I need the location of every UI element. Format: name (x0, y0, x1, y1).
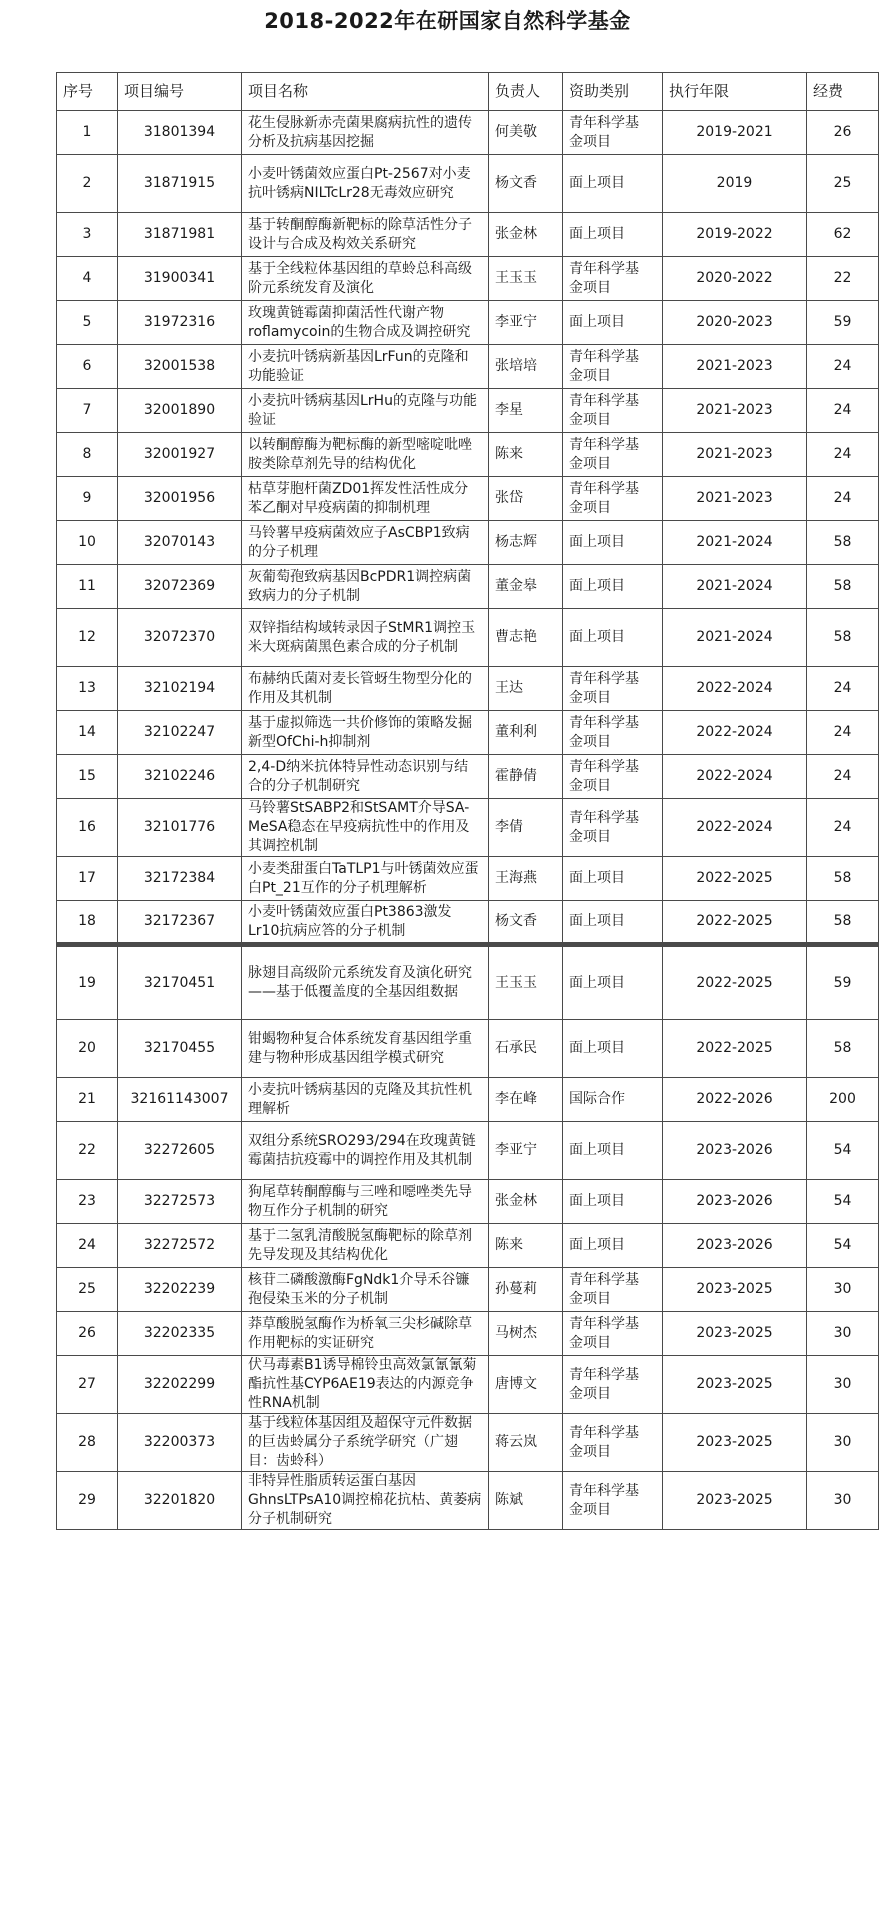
cell-period: 2021-2023 (663, 389, 807, 433)
cell-name: 脉翅目高级阶元系统发育及演化研究——基于低覆盖度的全基因组数据 (242, 945, 489, 1020)
cell-pi: 王达 (489, 667, 563, 711)
cell-pi: 石承民 (489, 1020, 563, 1078)
cell-period: 2022-2024 (663, 667, 807, 711)
cell-code: 31871981 (118, 213, 242, 257)
cell-code: 32161143007 (118, 1078, 242, 1122)
cell-period: 2022-2025 (663, 857, 807, 901)
table-row (57, 1020, 879, 1078)
cell-type: 面上项目 (563, 609, 663, 667)
cell-no: 24 (57, 1224, 118, 1268)
cell-no: 14 (57, 711, 118, 755)
cell-code: 32102246 (118, 755, 242, 799)
cell-fund: 54 (807, 1122, 879, 1180)
cell-period: 2021-2024 (663, 521, 807, 565)
cell-name: 小麦抗叶锈病基因LrHu的克隆与功能验证 (242, 389, 489, 433)
cell-pi: 董金皋 (489, 565, 563, 609)
cell-pi: 王玉玉 (489, 945, 563, 1020)
cell-code: 32272573 (118, 1180, 242, 1224)
cell-name: 狗尾草转酮醇酶与三唑和噁唑类先导物互作分子机制的研究 (242, 1180, 489, 1224)
table-row (57, 345, 879, 389)
table-header-row (57, 73, 879, 111)
cell-no: 29 (57, 1472, 118, 1530)
cell-name: 小麦抗叶锈病基因的克隆及其抗性机理解析 (242, 1078, 489, 1122)
cell-no: 10 (57, 521, 118, 565)
cell-code: 31900341 (118, 257, 242, 301)
cell-fund: 59 (807, 945, 879, 1020)
cell-fund: 24 (807, 755, 879, 799)
cell-name: 基于线粒体基因组及超保守元件数据的巨齿蛉属分子系统学研究（广翅目：齿蛉科） (242, 1414, 489, 1472)
header-type: 资助类别 (563, 73, 663, 111)
table-row (57, 711, 879, 755)
cell-no: 4 (57, 257, 118, 301)
cell-name: 花生侵脉新赤壳菌果腐病抗性的遗传分析及抗病基因挖掘 (242, 111, 489, 155)
cell-type: 青年科学基金项目 (563, 1268, 663, 1312)
cell-no: 2 (57, 155, 118, 213)
table-row (57, 521, 879, 565)
cell-type: 青年科学基金项目 (563, 257, 663, 301)
table-row (57, 1312, 879, 1356)
cell-code: 32001890 (118, 389, 242, 433)
cell-fund: 30 (807, 1268, 879, 1312)
cell-code: 32102194 (118, 667, 242, 711)
cell-code: 32001927 (118, 433, 242, 477)
cell-type: 面上项目 (563, 155, 663, 213)
table-row (57, 1414, 879, 1472)
cell-period: 2020-2022 (663, 257, 807, 301)
table-row (57, 755, 879, 799)
table-row (57, 433, 879, 477)
cell-code: 32272605 (118, 1122, 242, 1180)
cell-no: 19 (57, 945, 118, 1020)
cell-period: 2022-2024 (663, 711, 807, 755)
cell-name: 核苷二磷酸激酶FgNdk1介导禾谷镰孢侵染玉米的分子机制 (242, 1268, 489, 1312)
cell-type: 面上项目 (563, 213, 663, 257)
cell-period: 2023-2025 (663, 1356, 807, 1414)
cell-pi: 陈斌 (489, 1472, 563, 1530)
cell-type: 面上项目 (563, 1180, 663, 1224)
cell-fund: 24 (807, 711, 879, 755)
cell-name: 枯草芽胞杆菌ZD01挥发性活性成分苯乙酮对早疫病菌的抑制机理 (242, 477, 489, 521)
cell-name: 马铃薯早疫病菌效应子AsCBP1致病的分子机理 (242, 521, 489, 565)
cell-pi: 李亚宁 (489, 301, 563, 345)
cell-name: 灰葡萄孢致病基因BcPDR1调控病菌致病力的分子机制 (242, 565, 489, 609)
cell-fund: 58 (807, 521, 879, 565)
cell-name: 以转酮醇酶为靶标酶的新型嘧啶吡唑胺类除草剂先导的结构优化 (242, 433, 489, 477)
page-title: 2018-2022年在研国家自然科学基金 (264, 9, 631, 33)
table-row (57, 155, 879, 213)
cell-no: 8 (57, 433, 118, 477)
cell-period: 2021-2023 (663, 477, 807, 521)
cell-period: 2023-2025 (663, 1472, 807, 1530)
cell-period: 2023-2025 (663, 1268, 807, 1312)
cell-name: 马铃薯StSABP2和StSAMT介导SA-MeSA稳态在早疫病抗性中的作用及其调控机制 (242, 799, 489, 857)
cell-no: 7 (57, 389, 118, 433)
cell-pi: 李倩 (489, 799, 563, 857)
cell-no: 25 (57, 1268, 118, 1312)
cell-code: 32172384 (118, 857, 242, 901)
cell-no: 13 (57, 667, 118, 711)
funding-table (56, 72, 879, 1530)
cell-pi: 李星 (489, 389, 563, 433)
header-pi: 负责人 (489, 73, 563, 111)
cell-name: 玫瑰黄链霉菌抑菌活性代谢产物roflamycoin的生物合成及调控研究 (242, 301, 489, 345)
cell-pi: 杨文香 (489, 901, 563, 945)
cell-code: 32272572 (118, 1224, 242, 1268)
cell-fund: 26 (807, 111, 879, 155)
cell-code: 31972316 (118, 301, 242, 345)
cell-pi: 张岱 (489, 477, 563, 521)
table-row (57, 857, 879, 901)
cell-fund: 24 (807, 345, 879, 389)
cell-no: 20 (57, 1020, 118, 1078)
cell-period: 2022-2024 (663, 799, 807, 857)
cell-type: 青年科学基金项目 (563, 389, 663, 433)
cell-pi: 马树杰 (489, 1312, 563, 1356)
cell-type: 面上项目 (563, 1224, 663, 1268)
cell-period: 2022-2025 (663, 945, 807, 1020)
cell-no: 16 (57, 799, 118, 857)
cell-no: 3 (57, 213, 118, 257)
cell-period: 2023-2026 (663, 1180, 807, 1224)
cell-fund: 58 (807, 1020, 879, 1078)
cell-pi: 王海燕 (489, 857, 563, 901)
cell-no: 22 (57, 1122, 118, 1180)
cell-type: 面上项目 (563, 901, 663, 945)
cell-name: 布赫纳氏菌对麦长管蚜生物型分化的作用及其机制 (242, 667, 489, 711)
cell-name: 小麦叶锈菌效应蛋白Pt-2567对小麦抗叶锈病NILTcLr28无毒效应研究 (242, 155, 489, 213)
cell-pi: 陈来 (489, 1224, 563, 1268)
table-row (57, 477, 879, 521)
cell-no: 12 (57, 609, 118, 667)
table-row (57, 1356, 879, 1414)
cell-period: 2021-2024 (663, 565, 807, 609)
cell-fund: 54 (807, 1224, 879, 1268)
cell-type: 面上项目 (563, 1122, 663, 1180)
cell-fund: 59 (807, 301, 879, 345)
cell-name: 非特异性脂质转运蛋白基因GhnsLTPsA10调控棉花抗枯、黄萎病分子机制研究 (242, 1472, 489, 1530)
cell-type: 青年科学基金项目 (563, 1414, 663, 1472)
cell-code: 32202299 (118, 1356, 242, 1414)
cell-code: 32202335 (118, 1312, 242, 1356)
cell-code: 32001956 (118, 477, 242, 521)
cell-code: 32172367 (118, 901, 242, 945)
cell-period: 2021-2024 (663, 609, 807, 667)
cell-pi: 张培培 (489, 345, 563, 389)
cell-fund: 58 (807, 901, 879, 945)
table-row (57, 389, 879, 433)
cell-pi: 唐博文 (489, 1356, 563, 1414)
cell-name: 钳蝎物种复合体系统发育基因组学重建与物种形成基因组学模式研究 (242, 1020, 489, 1078)
cell-fund: 24 (807, 433, 879, 477)
cell-period: 2022-2025 (663, 901, 807, 945)
cell-pi: 董利利 (489, 711, 563, 755)
cell-code: 32201820 (118, 1472, 242, 1530)
cell-period: 2021-2023 (663, 345, 807, 389)
table-row (57, 1180, 879, 1224)
header-code: 项目编号 (118, 73, 242, 111)
cell-period: 2022-2024 (663, 755, 807, 799)
cell-name: 2,4-D纳米抗体特异性动态识别与结合的分子机制研究 (242, 755, 489, 799)
table-row (57, 1224, 879, 1268)
cell-pi: 杨文香 (489, 155, 563, 213)
table-row (57, 799, 879, 857)
cell-fund: 58 (807, 857, 879, 901)
cell-type: 青年科学基金项目 (563, 345, 663, 389)
cell-code: 32070143 (118, 521, 242, 565)
table-row (57, 257, 879, 301)
cell-pi: 霍静倩 (489, 755, 563, 799)
cell-period: 2021-2023 (663, 433, 807, 477)
cell-pi: 李亚宁 (489, 1122, 563, 1180)
cell-pi: 曹志艳 (489, 609, 563, 667)
cell-name: 小麦类甜蛋白TaTLP1与叶锈菌效应蛋白Pt_21互作的分子机理解析 (242, 857, 489, 901)
cell-type: 青年科学基金项目 (563, 711, 663, 755)
header-period: 执行年限 (663, 73, 807, 111)
cell-fund: 30 (807, 1414, 879, 1472)
cell-name: 小麦叶锈菌效应蛋白Pt3863激发Lr10抗病应答的分子机制 (242, 901, 489, 945)
cell-type: 青年科学基金项目 (563, 1472, 663, 1530)
header-fund: 经费 (807, 73, 879, 111)
cell-no: 6 (57, 345, 118, 389)
cell-name: 基于二氢乳清酸脱氢酶靶标的除草剂先导发现及其结构优化 (242, 1224, 489, 1268)
cell-fund: 200 (807, 1078, 879, 1122)
cell-type: 青年科学基金项目 (563, 755, 663, 799)
cell-pi: 孙蔓莉 (489, 1268, 563, 1312)
cell-type: 青年科学基金项目 (563, 1356, 663, 1414)
cell-fund: 30 (807, 1312, 879, 1356)
table-row (57, 945, 879, 1020)
header-no: 序号 (57, 73, 118, 111)
cell-pi: 张金林 (489, 213, 563, 257)
cell-period: 2023-2025 (663, 1414, 807, 1472)
cell-pi: 陈来 (489, 433, 563, 477)
cell-fund: 24 (807, 799, 879, 857)
table-row (57, 213, 879, 257)
cell-code: 32102247 (118, 711, 242, 755)
cell-type: 青年科学基金项目 (563, 1312, 663, 1356)
table-row (57, 1472, 879, 1530)
cell-no: 5 (57, 301, 118, 345)
table-body (57, 111, 879, 1530)
cell-no: 26 (57, 1312, 118, 1356)
cell-pi: 张金林 (489, 1180, 563, 1224)
cell-pi: 王玉玉 (489, 257, 563, 301)
cell-period: 2023-2025 (663, 1312, 807, 1356)
cell-code: 31801394 (118, 111, 242, 155)
cell-pi: 何美敬 (489, 111, 563, 155)
table-row (57, 1078, 879, 1122)
cell-fund: 54 (807, 1180, 879, 1224)
cell-code: 32170455 (118, 1020, 242, 1078)
cell-no: 11 (57, 565, 118, 609)
cell-name: 基于虚拟筛选一共价修饰的策略发掘新型OfChi-h抑制剂 (242, 711, 489, 755)
table-row (57, 1268, 879, 1312)
cell-name: 基于全线粒体基因组的草蛉总科高级阶元系统发育及演化 (242, 257, 489, 301)
table-row (57, 609, 879, 667)
cell-pi: 杨志辉 (489, 521, 563, 565)
cell-type: 青年科学基金项目 (563, 477, 663, 521)
cell-fund: 62 (807, 213, 879, 257)
cell-name: 伏马毒素B1诱导棉铃虫高效氯氰氰菊酯抗性基CYP6AE19表达的内源竞争性RNA机制 (242, 1356, 489, 1414)
table-row (57, 667, 879, 711)
table-row (57, 565, 879, 609)
cell-period: 2020-2023 (663, 301, 807, 345)
cell-no: 9 (57, 477, 118, 521)
cell-period: 2022-2025 (663, 1020, 807, 1078)
cell-no: 23 (57, 1180, 118, 1224)
cell-type: 青年科学基金项目 (563, 667, 663, 711)
cell-code: 32101776 (118, 799, 242, 857)
cell-no: 21 (57, 1078, 118, 1122)
cell-fund: 24 (807, 667, 879, 711)
header-name: 项目名称 (242, 73, 489, 111)
cell-fund: 22 (807, 257, 879, 301)
cell-code: 32170451 (118, 945, 242, 1020)
cell-no: 15 (57, 755, 118, 799)
cell-fund: 24 (807, 389, 879, 433)
table-row (57, 1122, 879, 1180)
cell-pi: 蒋云岚 (489, 1414, 563, 1472)
cell-no: 1 (57, 111, 118, 155)
cell-fund: 25 (807, 155, 879, 213)
table-row (57, 301, 879, 345)
cell-name: 双锌指结构域转录因子StMR1调控玉米大斑病菌黑色素合成的分子机制 (242, 609, 489, 667)
cell-type: 面上项目 (563, 945, 663, 1020)
cell-type: 青年科学基金项目 (563, 799, 663, 857)
cell-fund: 58 (807, 609, 879, 667)
cell-no: 18 (57, 901, 118, 945)
cell-no: 28 (57, 1414, 118, 1472)
cell-period: 2022-2026 (663, 1078, 807, 1122)
cell-pi: 李在峰 (489, 1078, 563, 1122)
cell-period: 2019 (663, 155, 807, 213)
cell-fund: 30 (807, 1356, 879, 1414)
cell-code: 32200373 (118, 1414, 242, 1472)
cell-type: 面上项目 (563, 521, 663, 565)
cell-code: 32202239 (118, 1268, 242, 1312)
table-row (57, 111, 879, 155)
cell-type: 青年科学基金项目 (563, 111, 663, 155)
cell-type: 国际合作 (563, 1078, 663, 1122)
cell-type: 面上项目 (563, 1020, 663, 1078)
cell-no: 17 (57, 857, 118, 901)
cell-code: 32072370 (118, 609, 242, 667)
cell-type: 青年科学基金项目 (563, 433, 663, 477)
cell-fund: 58 (807, 565, 879, 609)
cell-period: 2023-2026 (663, 1122, 807, 1180)
cell-code: 32072369 (118, 565, 242, 609)
cell-fund: 24 (807, 477, 879, 521)
cell-code: 32001538 (118, 345, 242, 389)
cell-period: 2019-2022 (663, 213, 807, 257)
cell-type: 面上项目 (563, 565, 663, 609)
cell-name: 莽草酸脱氢酶作为桥氧三尖杉碱除草作用靶标的实证研究 (242, 1312, 489, 1356)
cell-no: 27 (57, 1356, 118, 1414)
cell-name: 基于转酮醇酶新靶标的除草活性分子设计与合成及构效关系研究 (242, 213, 489, 257)
cell-period: 2019-2021 (663, 111, 807, 155)
cell-name: 小麦抗叶锈病新基因LrFun的克隆和功能验证 (242, 345, 489, 389)
cell-name: 双组分系统SRO293/294在玫瑰黄链霉菌拮抗疫霉中的调控作用及其机制 (242, 1122, 489, 1180)
cell-type: 面上项目 (563, 301, 663, 345)
table-row (57, 901, 879, 945)
cell-fund: 30 (807, 1472, 879, 1530)
cell-code: 31871915 (118, 155, 242, 213)
cell-type: 面上项目 (563, 857, 663, 901)
cell-period: 2023-2026 (663, 1224, 807, 1268)
